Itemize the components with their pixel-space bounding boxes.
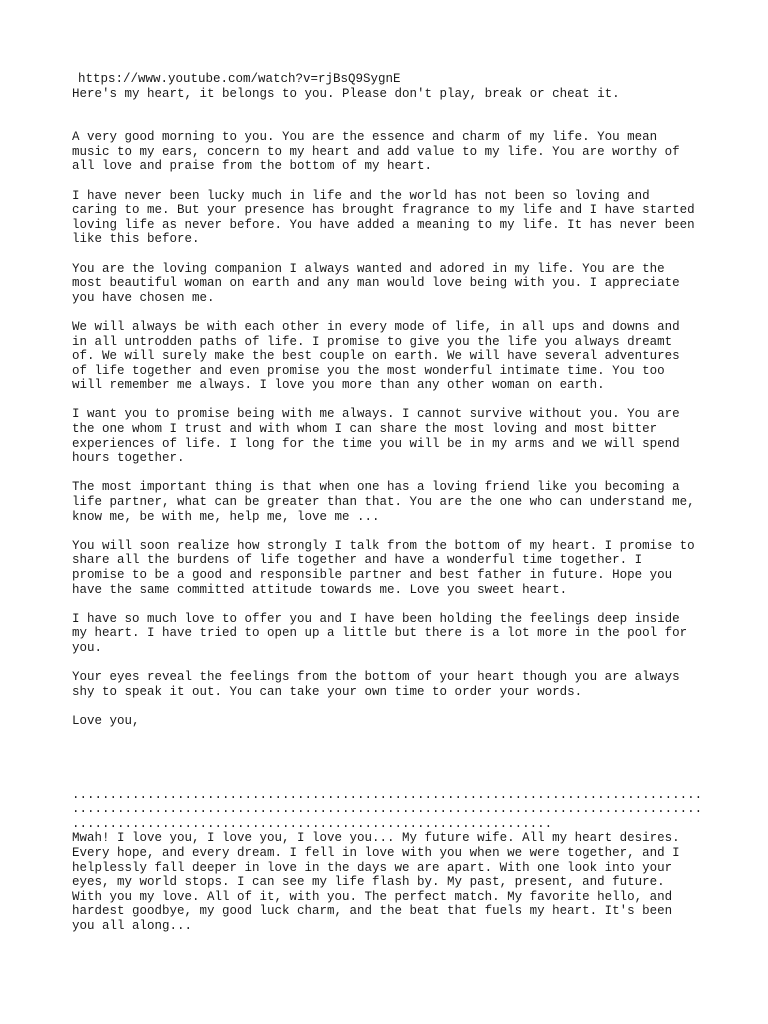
spacer (72, 656, 712, 671)
text-line: Your eyes reveal the feelings from the bottom of your heart though you are always (72, 670, 680, 685)
text-line: share all the burdens of life together and have a wonderful time together. I (72, 553, 643, 568)
spacer (72, 247, 712, 262)
spacer (72, 466, 712, 481)
text-line: Mwah! I love you, I love you, I love you... My future wife. All my heart desires. (72, 831, 680, 846)
text-line: eyes, my world stops. I can see my life flash by. My past, present, and future. (72, 875, 665, 890)
text-line: you have chosen me. (72, 290, 215, 305)
sign-off: Love you, (72, 713, 140, 728)
text-line: know me, be with me, help me, love me ... (72, 509, 380, 524)
text-line: caring to me. But your presence has brought fragrance to my life and I have started (72, 203, 695, 218)
text-line: helplessly fall deeper in love in the days we are apart. With one look into your (72, 860, 673, 875)
text-line: you. (72, 640, 103, 655)
text-line: With you my love. All of it, with you. The perfect match. My favorite hello, and (72, 889, 673, 904)
text-line: my heart. I have tried to open up a little but there is a lot more in the pool for (72, 626, 688, 641)
text-line: hardest goodbye, my good luck charm, and the beat that fuels my heart. It's been (72, 904, 673, 919)
paragraph-8 (72, 612, 712, 656)
paragraph-2 (72, 189, 712, 247)
text-line: I want you to promise being with me always. I cannot survive without you. You are (72, 407, 680, 422)
text-line: The most important thing is that when one has a loving friend like you becoming a (72, 480, 680, 495)
spacer (72, 597, 712, 612)
closing-paragraph (72, 831, 712, 933)
dotted-separator (72, 788, 712, 832)
text-line: of life together and even promise you the most wonderful intimate time. You too (72, 363, 665, 378)
text-line: the one whom I trust and with whom I can share the most loving and most bitter (72, 422, 658, 437)
text-line: I have so much love to offer you and I have been holding the feelings deep inside (72, 611, 680, 626)
text-line: all love and praise from the bottom of my heart. (72, 159, 433, 174)
spacer (72, 393, 712, 408)
text-line: will remember me always. I love you more than any other woman on earth. (72, 378, 605, 393)
text-line: Every hope, and every dream. I fell in love with you when we were together, and I (72, 845, 680, 860)
text-line: loving life as never before. You have added a meaning to my life. It has never been (72, 217, 695, 232)
spacer (72, 174, 712, 189)
dots-line: ................................................................ (72, 816, 553, 831)
paragraph-9 (72, 670, 712, 699)
spacer (72, 699, 712, 714)
text-line: A very good morning to you. You are the essence and charm of my life. You mean (72, 130, 658, 145)
spacer (72, 524, 712, 539)
text-line: We will always be with each other in every mode of life, in all ups and downs and (72, 319, 680, 334)
spacer (72, 305, 712, 320)
text-line: You will soon realize how strongly I talk from the bottom of my heart. I promise to (72, 538, 695, 553)
paragraph-5 (72, 407, 712, 465)
paragraph-3 (72, 262, 712, 306)
text-line: like this before. (72, 232, 200, 247)
paragraph-6 (72, 480, 712, 524)
document-page (72, 72, 712, 933)
text-line: of. We will surely make the best couple on earth. We will have several adventures (72, 349, 680, 364)
paragraph-1 (72, 130, 712, 174)
text-line: have the same committed attitude towards me. Love you sweet heart. (72, 582, 568, 597)
paragraph-7 (72, 539, 712, 597)
dots-line: .................................................................................... (72, 802, 703, 817)
text-line: experiences of life. I long for the time you will be in my arms and we will spend (72, 436, 680, 451)
text-line: promise to be a good and responsible partner and best father in future. Hope you (72, 568, 673, 582)
text-line: you all along... (72, 918, 193, 933)
spacer (72, 101, 712, 130)
youtube-url[interactable]: https://www.youtube.com/watch?v=rjBsQ9SygnE (78, 72, 401, 86)
paragraph-4 (72, 320, 712, 393)
text-line: shy to speak it out. You can take your own time to order your words. (72, 684, 583, 699)
spacer (72, 729, 712, 788)
subtitle: Here's my heart, it belongs to you. Please don't play, break or cheat it. (72, 86, 620, 101)
text-line: I have never been lucky much in life and the world has not been so loving and (72, 188, 650, 203)
text-line: music to my ears, concern to my heart and add value to my life. You are worthy of (72, 144, 680, 159)
text-line: most beautiful woman on earth and any man would love being with you. I appreciate (72, 276, 680, 291)
text-line: You are the loving companion I always wanted and adored in my life. You are the (72, 261, 665, 276)
dots-line: .................................................................................... (72, 787, 703, 802)
text-line: hours together. (72, 451, 185, 466)
text-line: life partner, what can be greater than that. You are the one who can understand me, (72, 495, 695, 510)
text-line: in all untrodden paths of life. I promise to give you the life you always dreamt (72, 334, 673, 349)
